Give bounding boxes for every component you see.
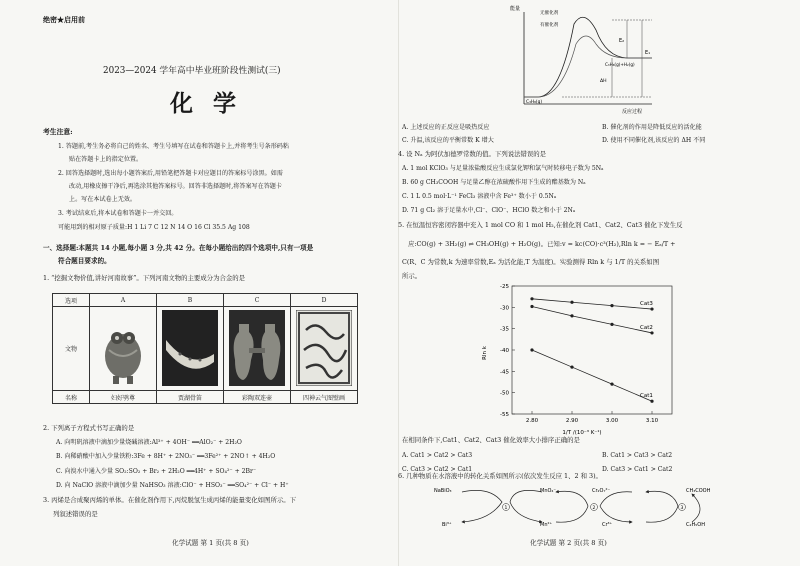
energy-xlabel: 反应过程	[622, 109, 643, 115]
page-1	[0, 0, 396, 566]
q3-option: B. 催化剂的作用是降低反应的活化能	[602, 124, 702, 131]
question-5-cont: C(R、C 为常数,k 为速率常数,Eₐ 为活化能,T 为温度)。实验测得 Rln k 与 1/T 的关系如图	[402, 258, 660, 266]
bi3-label: Bi³⁺	[442, 522, 452, 528]
chart-xlabel: 1/T /(10⁻³ K⁻¹)	[562, 430, 602, 436]
table-header: 选项	[53, 294, 90, 307]
relic-image-c	[224, 307, 291, 391]
series-label-cat3: Cat3	[640, 301, 653, 308]
c2h5oh-label: C₂H₅OH	[686, 522, 705, 528]
question-2: 2. 下列离子方程式书写正确的是	[43, 424, 135, 432]
relic-name: 四神云气图壁画	[291, 391, 358, 404]
twin-pot-image	[229, 310, 285, 386]
products-label: C₃H₆(g)+H₂(g)	[605, 62, 635, 67]
page-footer: 化学试题 第 1 页(共 8 页)	[172, 539, 249, 547]
table-row-label: 文物	[53, 307, 90, 391]
relic-image-a	[90, 307, 157, 391]
owl-zun-image	[95, 310, 151, 386]
y-tick-label: -35	[500, 326, 509, 333]
q3-option: D. 使用不同催化剂,该反应的 ΔH 不同	[602, 137, 706, 144]
step-3-label: 3	[680, 506, 684, 511]
notice-line: 1. 答题前,考生务必将自己的姓名、考生号填写在试卷和答题卡上,并将考生号条形码粘	[58, 143, 289, 150]
data-point-cat3	[530, 297, 533, 300]
relic-name: 贾湖骨笛	[157, 391, 224, 404]
notice-head: 考生注意:	[43, 128, 73, 136]
y-tick-label: -45	[500, 369, 509, 376]
data-point-cat1	[530, 348, 533, 351]
q4-option: A. 1 mol KClO₃ 与足量浓盐酸反应生成氯化钾和氯气时转移电子数为 5Nₐ	[402, 165, 604, 172]
y-tick-label: -50	[500, 390, 509, 397]
data-point-cat1	[610, 383, 613, 386]
x-tick-label: 3.10	[645, 418, 659, 424]
data-point-cat3	[570, 301, 573, 304]
question-5-cont: 所示。	[402, 272, 422, 280]
energy-ylabel: 能量	[510, 6, 521, 12]
y-tick-label: -30	[500, 305, 509, 312]
relic-image-b	[157, 307, 224, 391]
secret-label: 绝密★启用前	[43, 15, 85, 24]
data-point-cat3	[650, 307, 653, 310]
x-tick-label: 2.90	[565, 418, 579, 424]
question-6: 6. 几种物质在水溶液中的转化关系如图所示(依次发生反应 1、2 和 3)。	[398, 472, 602, 480]
mn2-label: Mn²⁺	[540, 522, 553, 528]
notice-line: 改动,用橡皮擦干净后,再选涂其他答案标号。回答非选择题时,将答案写在答题卡	[69, 183, 282, 190]
chart-ylabel: Rln k	[482, 346, 488, 360]
data-point-cat1	[650, 400, 653, 403]
atomic-mass-line: 可能用到的相对原子质量:H 1 Li 7 C 12 N 14 O 16 Cl 35.5 Ag 108	[58, 224, 250, 231]
table-header: C	[224, 294, 291, 307]
series-label-cat1: Cat1	[640, 393, 653, 400]
x-tick-label: 3.00	[605, 418, 619, 424]
e2-label: E₂	[619, 38, 625, 44]
q4-option: D. 71 g Cl₂ 溶于足量水中,Cl⁻、ClO⁻、HClO 数之和小于 2Nₐ	[402, 207, 576, 214]
data-point-cat2	[530, 305, 533, 308]
series-label-cat2: Cat2	[640, 324, 653, 331]
mural-image	[296, 310, 352, 386]
relic-name: 彩陶双连壶	[224, 391, 291, 404]
step-1-label: 1	[504, 506, 508, 511]
rlnk-chart	[472, 278, 712, 438]
with-cat-label: 有催化剂	[540, 23, 559, 28]
data-point-cat2	[610, 323, 613, 326]
q2-option: D. 向 NaClO 溶液中滴加少量 NaHSO₃ 溶液:ClO⁻ + HSO₃⁻ ══SO₄²⁻ + Cl⁻ + H⁺	[56, 482, 289, 489]
relic-name: 妇好鸮尊	[90, 391, 157, 404]
series-line-cat3	[532, 299, 652, 309]
q5-option: A. Cat1 > Cat2 > Cat3	[402, 452, 473, 459]
q3-option: C. 升温,该反应的平衡常数 K 增大	[402, 137, 494, 144]
page-2	[398, 0, 798, 566]
notice-line: 贴在答题卡上的指定位置。	[69, 156, 143, 163]
table-header: B	[157, 294, 224, 307]
q5-option: D. Cat3 > Cat1 > Cat2	[602, 466, 673, 473]
data-point-cat2	[650, 331, 653, 334]
notice-line: 2. 回答选择题时,选出每小题答案后,用铅笔把答题卡对应题目的答案标号涂黑。如需	[58, 170, 283, 177]
page-divider	[398, 0, 399, 566]
q2-option: C. 向溴水中通入少量 SO₂:SO₂ + Br₂ + 2H₂O ══4H⁺ + SO₄²⁻ + 2Br⁻	[56, 468, 257, 475]
q4-option: B. 60 g CH₃COOH 与足量乙醇在浓硫酸作用下生成的酯基数为 Nₐ	[402, 179, 586, 186]
section-heading: 一、选择题:本题共 14 小题,每小题 3 分,共 42 分。在每小题给出的四个选项中,只有一项是	[43, 244, 314, 252]
mno4-label: MnO₄⁻	[540, 488, 557, 494]
data-point-cat1	[570, 365, 573, 368]
y-tick-label: -25	[500, 284, 509, 290]
q3-option: A. 上述反应的正反应是吸热反应	[402, 124, 490, 131]
notice-line: 3. 考试结束后,将本试卷和答题卡一并交回。	[58, 210, 178, 217]
y-tick-label: -40	[500, 348, 509, 354]
question-5-cont: 应:CO(g) + 3H₂(g) ⇌ CH₃OH(g) + H₂O(g)。已知:v = kc(CO)·c³(H₂),Rln k = − Eₐ/T +	[408, 240, 676, 248]
e1-label: E₁	[645, 50, 651, 56]
q2-option: A. 向明矾溶液中滴加少量烧碱溶液:Al³⁺ + 4OH⁻ ══AlO₂⁻ + 2H₂O	[56, 439, 242, 446]
subject-title: 化学	[170, 90, 256, 117]
question-5: 5. 在恒温恒容密闭容器中充入 1 mol CO 和 1 mol H₂,在催化剂 Cat1、Cat2、Cat3 催化下发生反	[398, 221, 683, 229]
bone-flute-image	[162, 310, 218, 386]
table-header: D	[291, 294, 358, 307]
series-line-cat2	[532, 306, 652, 332]
series-line-cat1	[532, 350, 652, 401]
table-name-label: 名称	[53, 391, 90, 404]
page-footer: 化学试题 第 2 页(共 8 页)	[530, 539, 607, 547]
exam-title: 2023—2024 学年高中毕业班阶段性测试(三)	[103, 66, 281, 76]
question-3-cont: 列叙述错误的是	[53, 510, 98, 518]
ch3cooh-label: CH₃COOH	[686, 488, 711, 494]
data-point-cat3	[610, 304, 613, 307]
q5-option: B. Cat1 > Cat3 > Cat2	[602, 452, 673, 459]
dh-label: ΔH	[600, 79, 607, 84]
question-1: 1. “挖掘文物价值,讲好河南故事”。下列河南文物的主要成分为合金的是	[43, 274, 246, 282]
no-cat-label: 无催化剂	[540, 11, 559, 16]
table-header: A	[90, 294, 157, 307]
q5-option: C. Cat3 > Cat2 > Cat1	[402, 466, 473, 473]
co2-label: Cr³⁺	[602, 522, 613, 528]
x-tick-label: 2.80	[525, 418, 539, 424]
notice-line: 上。写在本试卷上无效。	[69, 196, 137, 203]
section-heading-cont: 符合题目要求的。	[58, 257, 111, 265]
data-point-cat2	[570, 314, 573, 317]
question-4: 4. 设 Nₐ 为阿伏加德罗常数的值。下列说法错误的是	[398, 150, 547, 158]
naBiO3-label: NaBiO₃	[434, 488, 452, 494]
c2o4-label: Cr₂O₇²⁻	[592, 488, 611, 494]
question-3: 3. 丙烯是合成聚丙烯的单体。在催化剂作用下,丙烷脱氢生成丙烯的能量变化如图所示。下	[43, 496, 297, 504]
q5-followup: 在相同条件下,Cat1、Cat2、Cat3 催化效率大小排序正确的是	[402, 436, 580, 444]
step-2-label: 2	[592, 506, 596, 511]
relic-table	[52, 293, 358, 404]
reactant-label: C₃H₈(g)	[526, 100, 543, 105]
q4-option: C. 1 L 0.5 mol·L⁻¹ FeCl₃ 溶液中含 Fe³⁺ 数小于 0.5Nₐ	[402, 193, 557, 200]
y-tick-label: -55	[500, 412, 509, 418]
energy-diagram	[502, 2, 662, 117]
q2-option: B. 向稀硝酸中加入少量铁粉:3Fe + 8H⁺ + 2NO₃⁻ ══3Fe²⁺ + 2NO↑ + 4H₂O	[56, 453, 276, 460]
cycle-diagram	[432, 480, 732, 530]
relic-image-d	[291, 307, 358, 391]
